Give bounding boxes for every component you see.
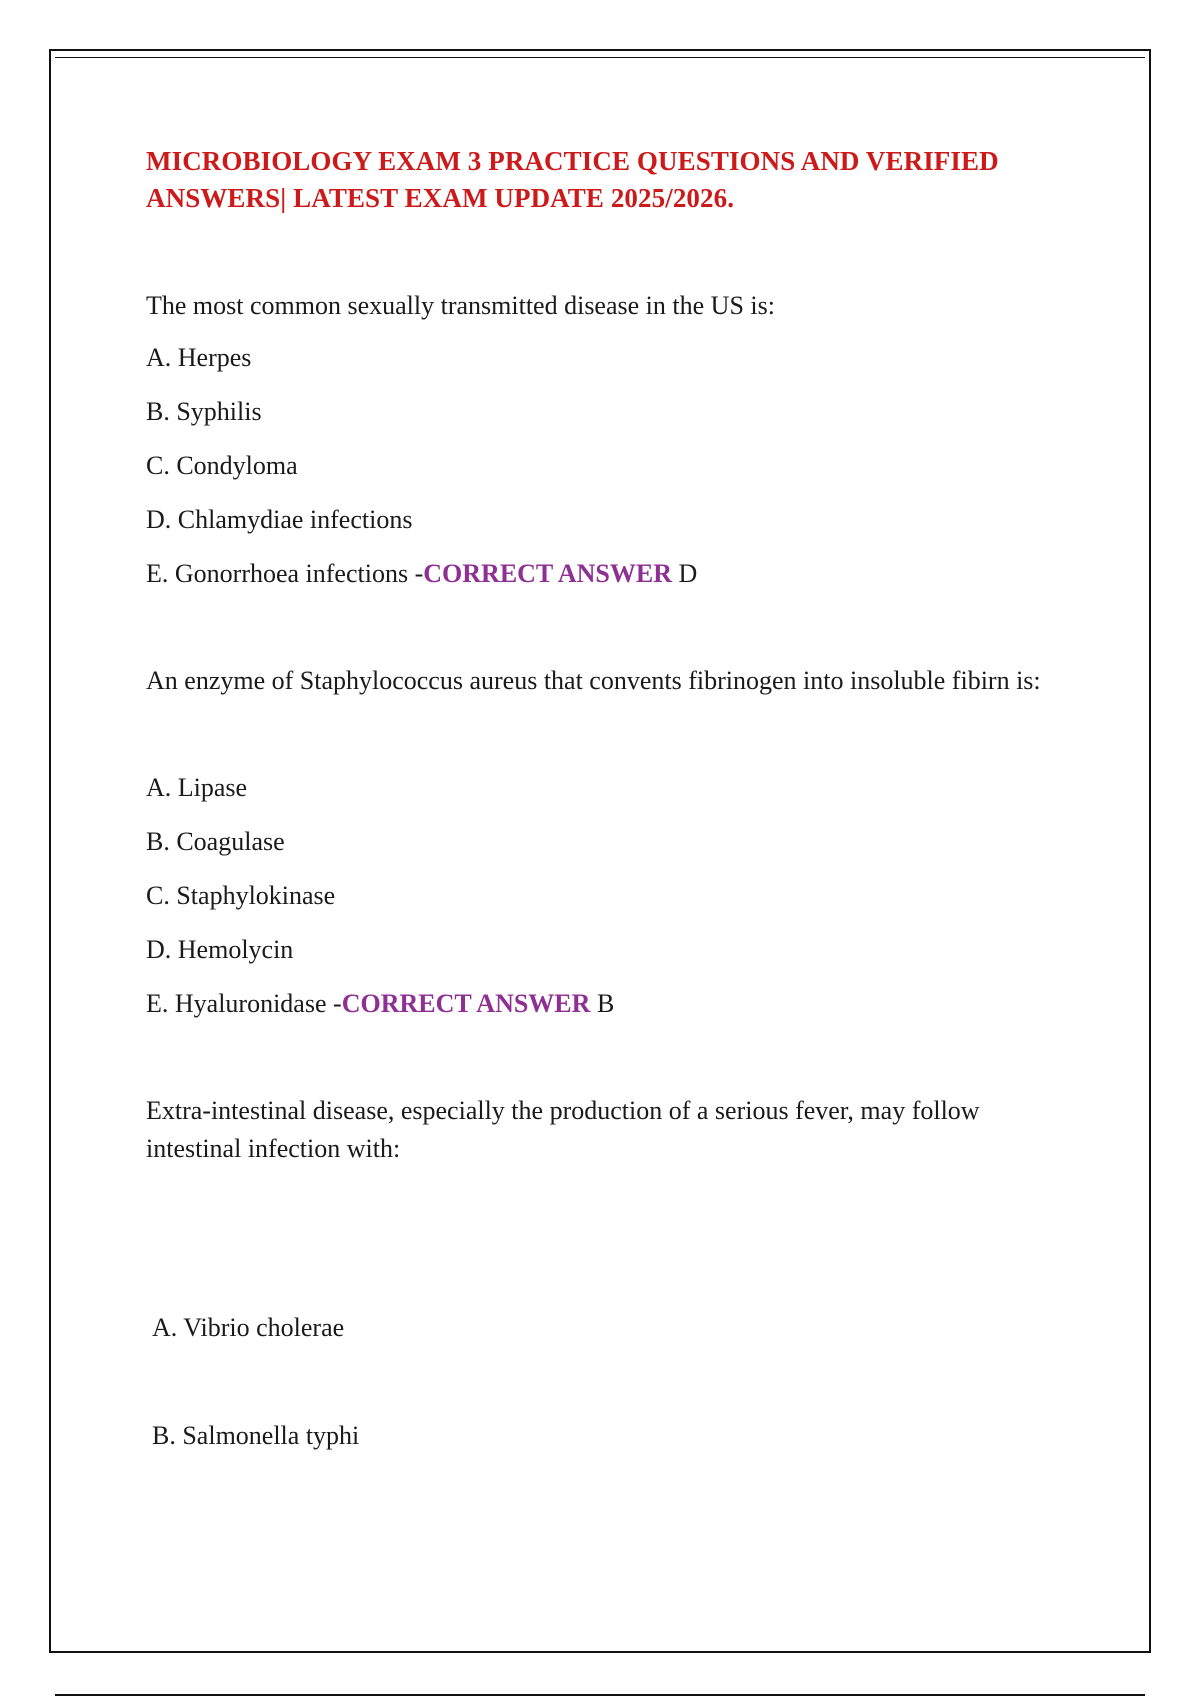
question-3-option-a: A. Vibrio cholerae [152, 1313, 345, 1342]
question-1-answer-label: CORRECT ANSWER [423, 559, 673, 588]
question-2-option-d: D. Hemolycin [146, 935, 294, 964]
question-2-option-e-line [146, 986, 1076, 1022]
question-1-option-e-line [146, 556, 1076, 592]
question-2-option-b: B. Coagulase [146, 827, 285, 856]
question-1-prompt: The most common sexually transmitted disease in the US is: [146, 291, 775, 320]
question-1-answer-prefix: - [414, 559, 424, 588]
question-1-option-e: E. Gonorrhoea infections [146, 559, 409, 588]
question-2-option-c: C. Staphylokinase [146, 881, 336, 910]
question-1-option-c: C. Condyloma [146, 451, 298, 480]
question-2-answer-value: B [596, 989, 615, 1018]
question-3-prompt: Extra-intestinal disease, especially the production of a serious fever, may follow intestinal infection with: [146, 1096, 980, 1163]
question-2-option-a: A. Lipase [146, 773, 248, 802]
question-2-answer-label: CORRECT ANSWER [341, 989, 591, 1018]
document-body [146, 143, 1076, 1454]
document-title: MICROBIOLOGY EXAM 3 PRACTICE QUESTIONS AND VERIFIED ANSWERS| LATEST EXAM UPDATE 2025/2026. [146, 146, 999, 213]
question-3 [146, 1092, 1076, 1454]
bottom-rule [55, 1694, 1145, 1696]
question-1-answer-value: D [678, 559, 698, 588]
question-2 [146, 662, 1076, 1022]
question-1 [146, 287, 1076, 592]
question-1-option-b: B. Syphilis [146, 397, 262, 426]
question-2-prompt: An enzyme of Staphylococcus aureus that convents fibrinogen into insoluble fibirn is: [146, 666, 1041, 695]
question-2-answer-prefix: - [333, 989, 342, 1018]
question-1-option-a: A. Herpes [146, 343, 252, 372]
question-3-option-b: B. Salmonella typhi [152, 1421, 360, 1450]
question-1-option-d: D. Chlamydiae infections [146, 505, 413, 534]
top-rule [55, 57, 1145, 58]
question-2-option-e: E. Hyaluronidase [146, 989, 327, 1018]
